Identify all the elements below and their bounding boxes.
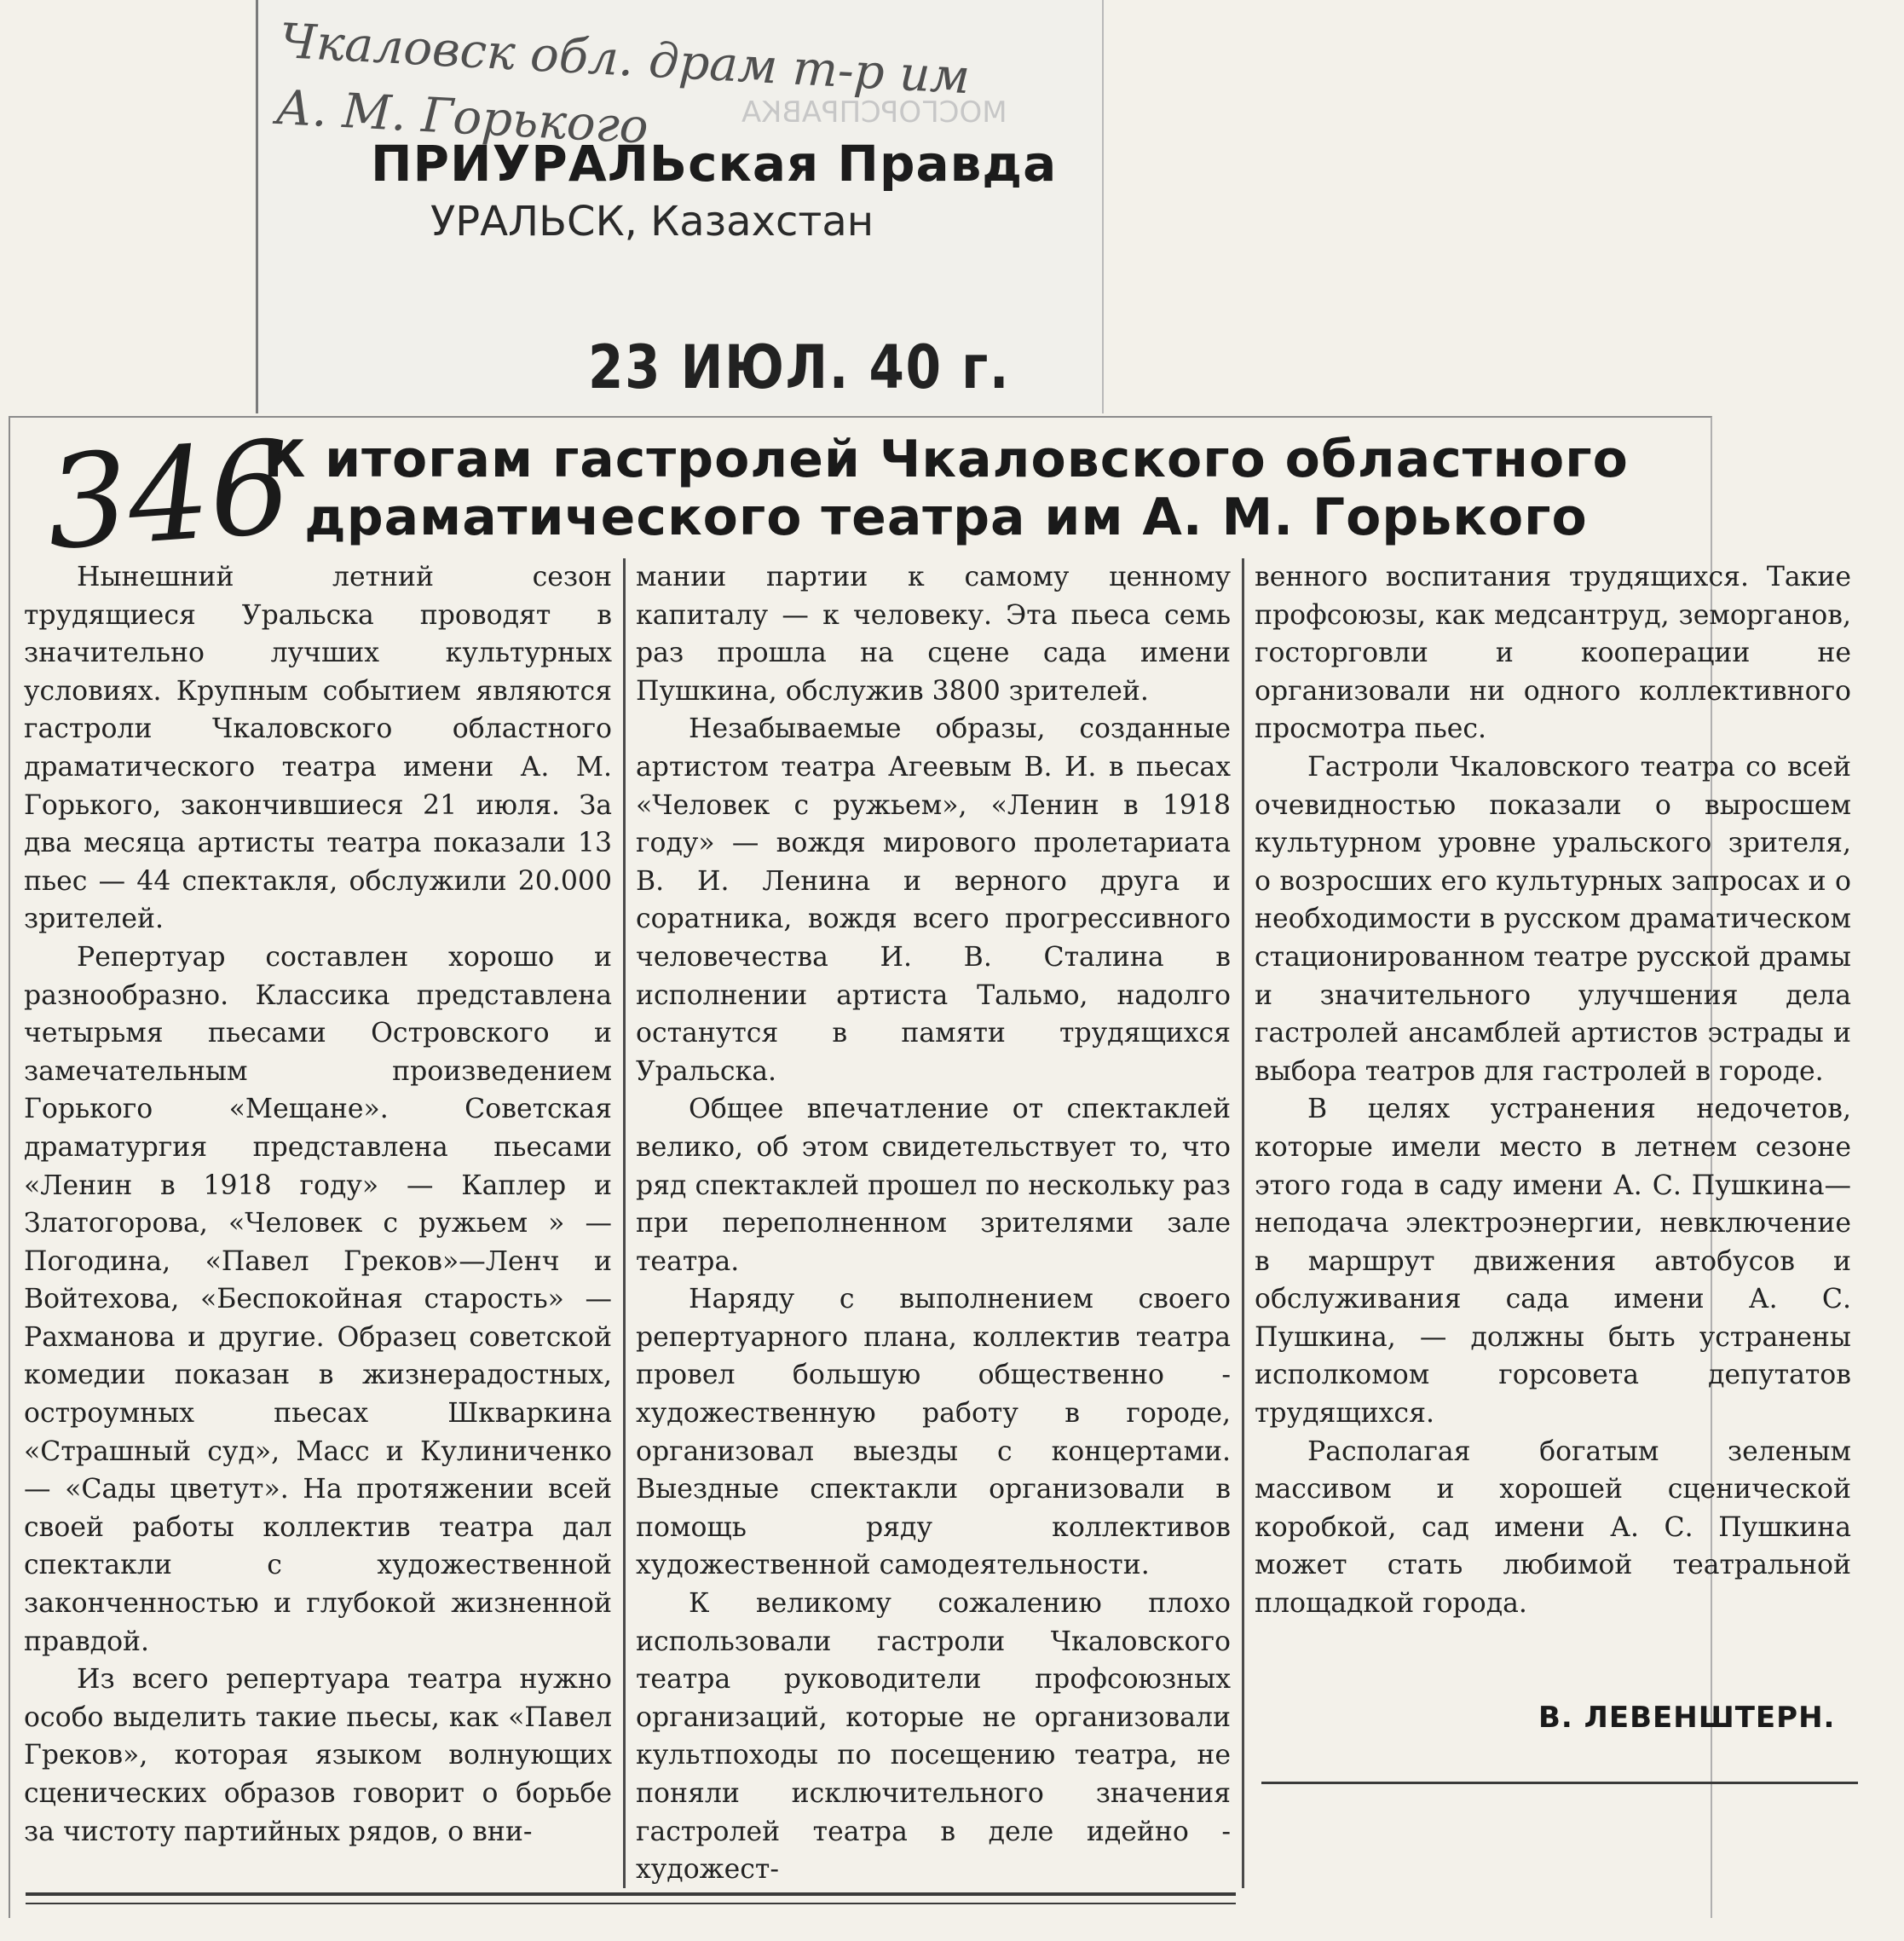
clipping-date: 23 ИЮЛ. 40 г. [588, 332, 1011, 402]
newspaper-city: УРАЛЬСК, Казахстан [430, 198, 874, 246]
end-rule [1261, 1782, 1858, 1784]
paragraph: К великому сожалению плохо использовали гастроли Чкаловского театра руководители профсоюзных организаций, которые не организовали культпоходы по посещению театра, не поняли исключительного значения гастролей театра в деле идейно - художест- [636, 1588, 1231, 1886]
bottom-rule-thin [26, 1903, 1236, 1904]
handwritten-note: Чкаловск обл. драм т-р им А. М. Горького [274, 13, 972, 155]
paragraph: венного воспитания трудящихся. Такие профсоюзы, как медсантруд, земорганов, госторговли и кооперации не организовали ни одного коллективного просмотра пьес. [1255, 562, 1851, 745]
archive-number: 346 [42, 413, 297, 579]
paragraph: Репертуар составлен хорошо и разнообразно. Классика представлена четырьмя пьесами Островского и замечательным произведением Горького «Мещане». Советская драматургия представлена пьесами «Ленин в 1918 году» — Каплер и Златогорова, «Человек с ружьем » — Погодина, «Павел Греков»—Ленч и Войтехова, «Беспокойная старость» — Рахманова и другие. Образец советской комедии показан в жизнерадостных, остроумных пьесах Шкваркина «Страшный суд», Масс и Кулиниченко — «Сады цветут». На протяжении всей своей работы коллектив театра дал спектакли с художественной законченностью и глубокой жизненной правдой. [24, 941, 612, 1657]
paragraph: Гастроли Чкаловского театра со всей очевидностью показали о выросшем культурном уровне уральского зрителя, о возросших его культурных запросах и о необходимости в русском драматическом стационированном театре русской драмы и значительного улучшения дела гастролей ансамблей артистов эстрады и выбора театров для гастролей в городе. [1255, 751, 1851, 1087]
column-divider [1242, 558, 1244, 1888]
paragraph: мании партии к самому ценному капиталу — к человеку. Эта пьеса семь раз прошла на сцене сада имени Пушкина, обслужив 3800 зрителей. [636, 562, 1231, 707]
paragraph: Общее впечатление от спектаклей велико, об этом свидетельствует то, что ряд спектаклей прошел по нескольку раз при переполненном зрителями зале театра. [636, 1094, 1231, 1277]
paragraph: В целях устранения недочетов, которые имели место в летнем сезоне этого года в саду имени А. С. Пушкина—неподача электроэнергии, невключение в маршрут движения автобусов и обслуживания сада имени А. С. Пушкина, — должны быть устранены исполкомом горсовета депутатов трудящихся. [1255, 1094, 1851, 1430]
headline-line-2: драматического театра им А. М. Горького [304, 488, 1588, 547]
paragraph: Нынешний летний сезон трудящиеся Уральска проводят в значительно лучших культурных условиях. Крупным событием являются гастроли Чкаловского областного драматического театра имени А. М. Горького, закончившиеся 21 июля. За два месяца артисты театра показали 13 пьес — 44 спектакля, обслужили 20.000 зрителей. [24, 562, 612, 935]
paragraph: Незабываемые образы, созданные артистом театра Агеевым В. И. в пьесах «Человек с ружьем», «Ленин в 1918 году» — вождя мирового пролетариата В. И. Ленина и верного друга и соратника, вождя всего прогрессивного человечества И. В. Сталина в исполнении артиста Тальмо, надолго останутся в памяти трудящихся Уральска. [636, 713, 1231, 1087]
article-column-3 [1255, 558, 1851, 1684]
article-column-1 [24, 558, 612, 1888]
author-signature: В. ЛЕВЕНШТЕРН. [1538, 1701, 1836, 1735]
paragraph: Наряду с выполнением своего репертуарного плана, коллектив театра провел большую общественно - художественную работу в городе, организовал выезды с концертами. Выездные спектакли организовали в помощь ряду коллективов художественной самодеятельности. [636, 1284, 1231, 1581]
column-divider [623, 558, 626, 1888]
headline-line-1: К итогам гастролей Чкаловского областного [263, 430, 1629, 489]
paragraph: Из всего репертуара театра нужно особо выделить такие пьесы, как «Павел Греков», которая языком волнующих сценических образов говорит о борьбе за чистоту партийных рядов, о вни- [24, 1664, 612, 1847]
newspaper-name: ПРИУРАЛЬская Правда [371, 135, 1058, 193]
bleed-through-text: МОСГОРСПРАВКА [741, 95, 1007, 130]
bottom-rule [26, 1892, 1236, 1896]
paragraph: Располагая богатым зеленым массивом и хорошей сценической коробкой, сад имени А. С. Пушкина может стать любимой театральной площадкой города. [1255, 1436, 1851, 1620]
article-column-2 [636, 558, 1231, 1888]
article-headline [222, 430, 1670, 546]
